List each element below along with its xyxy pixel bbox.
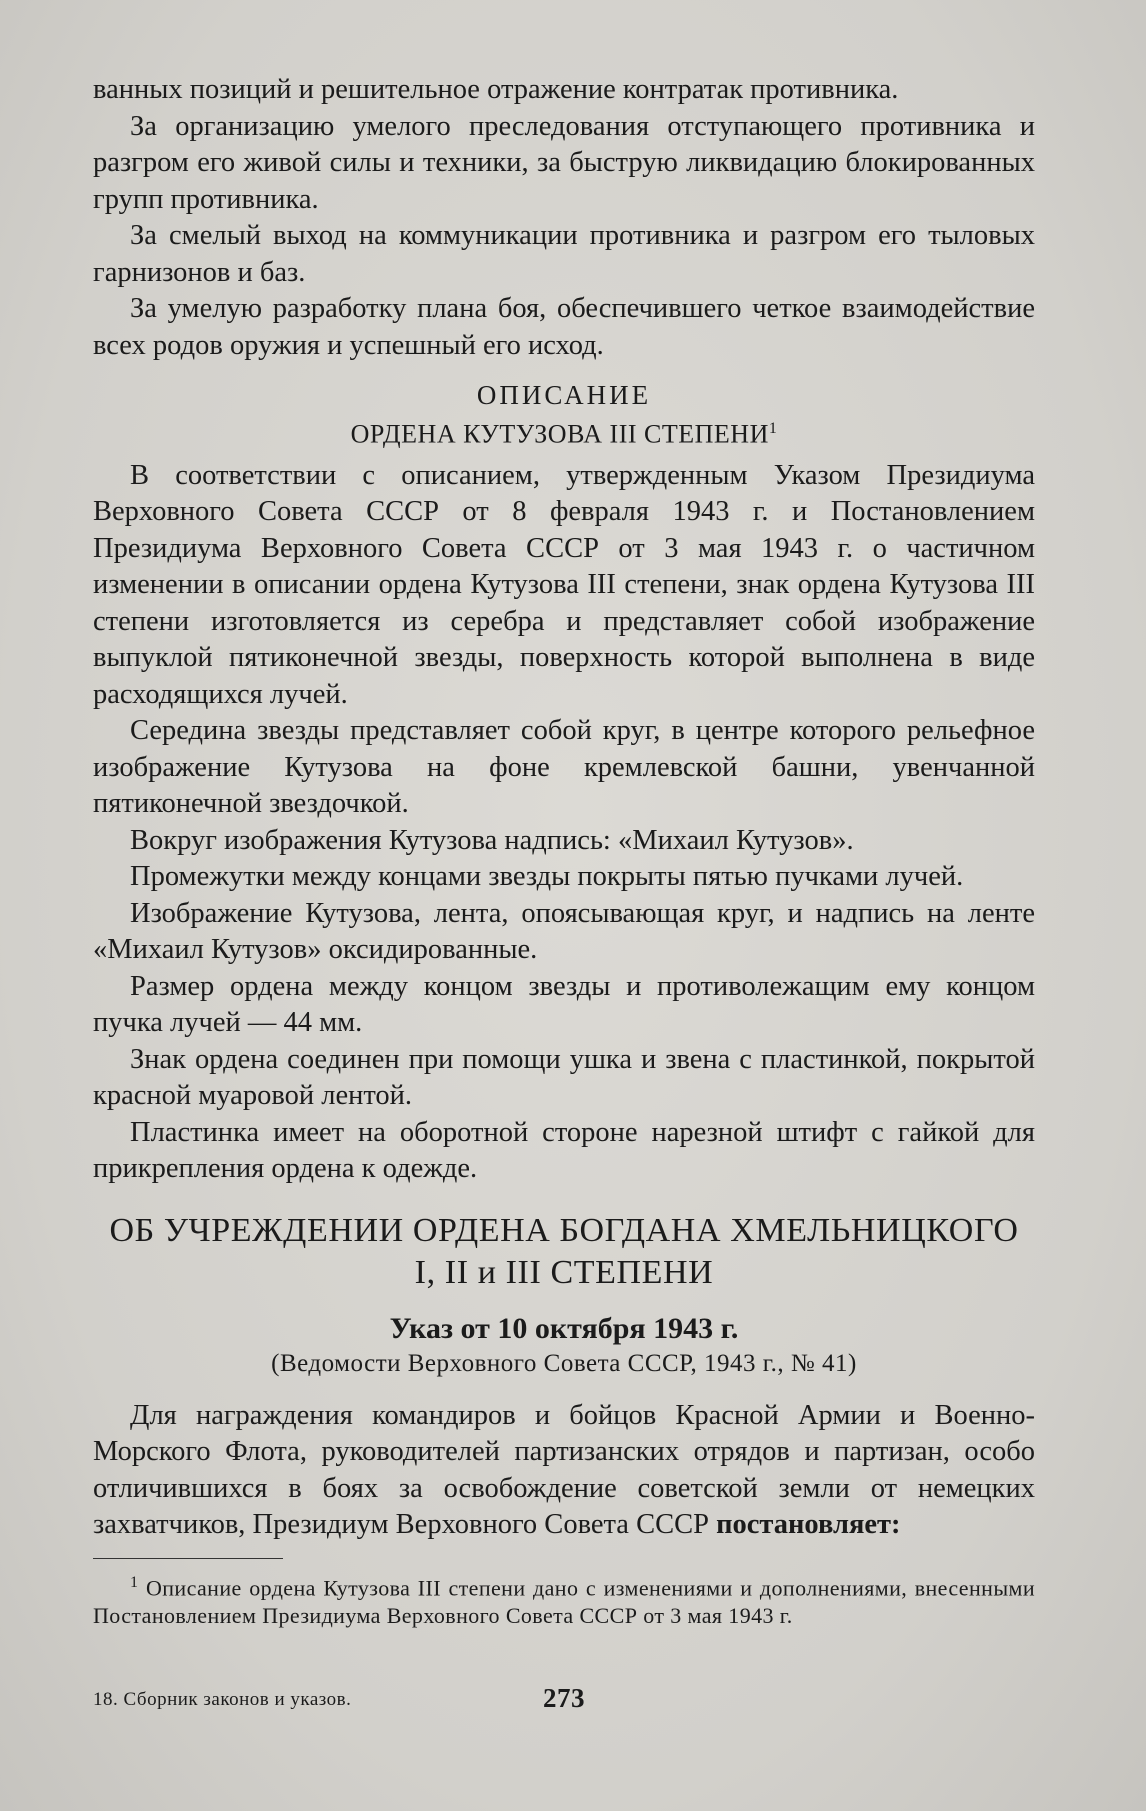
- footnote-text: Описание ордена Кутузова III степени дано с изменениями и дополнениями, внесенными Постановлением Президиума Верховного Совета СССР от 3 мая 1943 г.: [93, 1574, 1035, 1628]
- decree-date: Указ от 10 октября 1943 г.: [389, 1311, 739, 1345]
- description-subtitle-text: ОРДЕНА КУТУЗОВА III СТЕПЕНИ: [350, 419, 769, 449]
- page-content: [93, 72, 1035, 1630]
- page-number: 273: [543, 1683, 585, 1713]
- footnote: [93, 1569, 1035, 1630]
- description-paragraph: Вокруг изображения Кутузова надпись: «Михаил Кутузов».: [130, 824, 854, 856]
- printer-signature: 18. Сборник законов и указов.: [93, 1689, 352, 1710]
- description-subtitle: [93, 412, 1035, 452]
- description-paragraph: Пластинка имеет на оборотной стороне нарезной штифт с гайкой для прикрепления ордена к одежде.: [93, 1116, 1035, 1185]
- paragraph: За организацию умелого преследования отступающего противника и разгром его живой силы и техники, за быструю ликвидацию блокированных групп противника.: [93, 110, 1035, 215]
- footnote-mark: 1: [130, 1573, 139, 1591]
- decree-paragraph: [93, 1398, 1035, 1544]
- paragraph: За умелую разработку плана боя, обеспечившего четкое взаимодействие всех родов оружия и успешный его исход.: [93, 293, 1035, 361]
- description-paragraph: Размер ордена между концом звезды и противолежащим ему концом пучка лучей — 44 мм.: [93, 970, 1035, 1039]
- description-paragraph: Изображение Кутузова, лента, опоясывающая круг, и надпись на ленте «Михаил Кутузов» оксидированные.: [93, 897, 1035, 966]
- description-paragraph: Промежутки между концами звезды покрыты пятью пучками лучей.: [130, 861, 964, 893]
- description-paragraph: Знак ордена соединен при помощи ушка и звена с пластинкой, покрытой красной муаровой лентой.: [93, 1043, 1035, 1112]
- decree-source: (Ведомости Верховного Совета СССР, 1943 г., № 41): [271, 1349, 857, 1377]
- footnote-marker: 1: [768, 420, 778, 437]
- decree-paragraph-bold: постановляет:: [716, 1509, 901, 1541]
- paragraph: За смелый выход на коммуникации противника и разгром его тыловых гарнизонов и баз.: [93, 220, 1035, 288]
- description-paragraph: Середина звезды представляет собой круг, в центре которого рельефное изображение Кутузова на фоне кремлевской башни, увенчанной пятиконечной звездочкой.: [93, 715, 1035, 820]
- description-title: ОПИСАНИЕ: [476, 380, 652, 410]
- paragraph-continued: ванных позиций и решительное отражение контратак противника.: [93, 74, 899, 105]
- section-heading-line2: I, II и III СТЕПЕНИ: [414, 1253, 714, 1291]
- footnote-divider: [93, 1558, 283, 1559]
- description-paragraph: В соответствии с описанием, утвержденным Указом Президиума Верховного Совета СССР от 8 февраля 1943 г. и Постановлением Президиума Верховного Совета СССР от 3 мая 1943 г. о частичном изменении в описании ордена Кутузова III степени, знак ордена Кутузова III степени изготовляется из серебра и представляет собой изображение выпуклой пятиконечной звезды, поверхность которой выполнена в виде расходящихся лучей.: [93, 459, 1035, 710]
- section-heading-line1: ОБ УЧРЕЖДЕНИИ ОРДЕНА БОГДАНА ХМЕЛЬНИЦКОГО: [109, 1211, 1019, 1249]
- decree-paragraph-text: Для награждения командиров и бойцов Красной Армии и Военно-Морского Флота, руководителей партизанских отрядов и партизан, особо отличившихся в боях за освобождение советской земли от немецких захватчиков, Президиум Верховного Совета СССР: [93, 1399, 1035, 1541]
